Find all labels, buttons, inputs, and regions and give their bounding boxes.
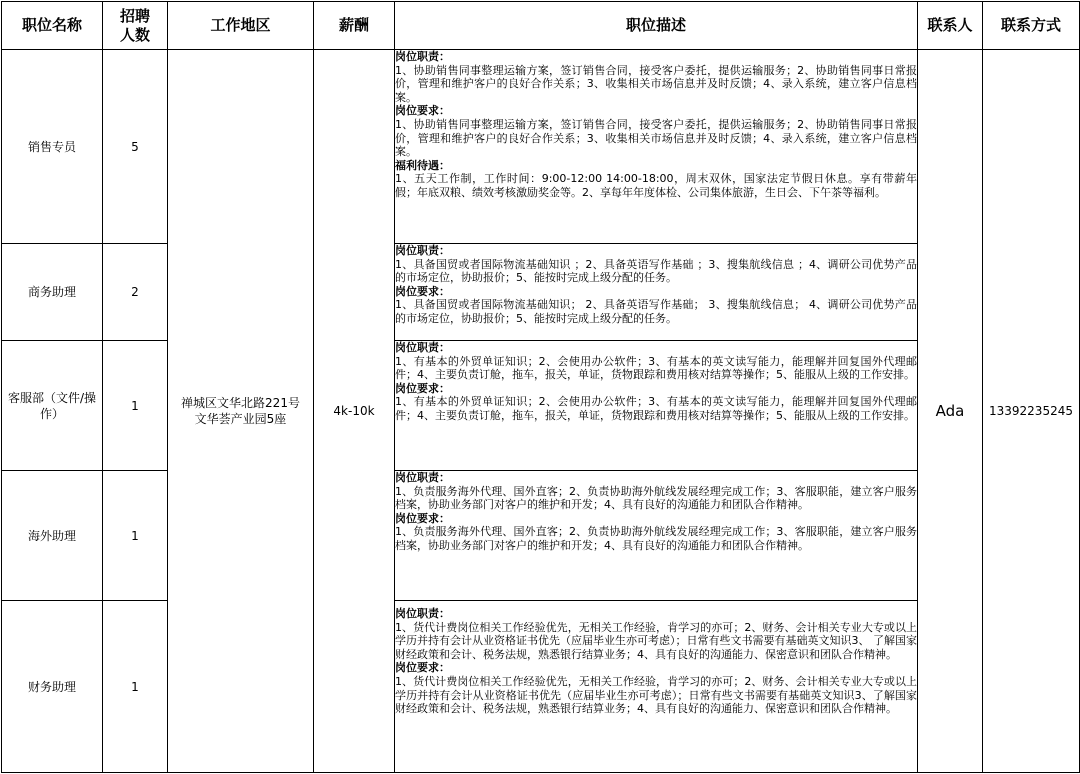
- section-label: 岗位职责：: [395, 244, 450, 257]
- section-text: 1、协助销售同事整理运输方案，签订销售合同，接受客户委托，提供运输服务；2、协助销售同事日常报价，管理和维护客户的良好合作关系；3、收集相关市场信息并及时反馈；4、录入系统，建立客户信息档案。: [395, 63, 917, 104]
- section-label: 福利待遇：: [395, 158, 450, 172]
- section-text: 1、有基本的外贸单证知识；2、会使用办公软件；3、有基本的英文读写能力，能理解并回复国外代理邮件；4、主要负责订舱，拖车，报关，单证，货物跟踪和费用核对结算等操作；5、能服从上级的工作安排。: [395, 354, 917, 382]
- job-description: [395, 50, 918, 244]
- section-text: 1、具备国贸或者国际物流基础知识； 2、具备英语写作基础； 3、搜集航线信息； 4、调研公司优势产品的市场定位，协助报价；5、能按时完成上级分配的任务。: [395, 298, 917, 325]
- contact-phone: 13392235245: [983, 50, 1080, 773]
- job-description: [395, 601, 918, 773]
- job-title: 财务助理: [2, 601, 103, 773]
- job-title: 客服部（文件/操作）: [2, 341, 103, 471]
- section-text: 1、协助销售同事整理运输方案，签订销售合同，接受客户委托，提供运输服务；2、协助销售同事日常报价，管理和维护客户的良好合作关系；3、收集相关市场信息并及时反馈；4、录入系统，建立客户信息档案。: [395, 117, 917, 159]
- section-text: 1、货代计费岗位相关工作经验优先，无相关工作经验，肯学习的亦可；2、财务、会计相关专业大专或以上学历并持有会计从业资格证书优先（应届毕业生亦可考虑）；日常有些文书需要有基础英文知识3、了解国家财经政策和会计、税务法规，熟悉银行结算业务；4、具有良好的沟通能力、保密意识和团队合作精神。: [395, 674, 917, 716]
- job-description: [395, 341, 918, 471]
- section-text: 1、负责服务海外代理、国外直客；2、负责协助海外航线发展经理完成工作；3、客服职能，建立客户服务档案，协助业务部门对客户的维护和开发；4、具有良好的沟通能力和团队合作精神。: [395, 525, 917, 552]
- job-row: [2, 50, 1080, 244]
- section-label: 岗位职责：: [395, 341, 450, 354]
- job-title: 销售专员: [2, 50, 103, 244]
- section-label: 岗位职责：: [395, 471, 450, 484]
- section-text: 1、有基本的外贸单证知识；2、会使用办公软件；3、有基本的英文读写能力，能理解并回复国外代理邮件；4、主要负责订舱，拖车，报关，单证，货物跟踪和费用核对结算等操作；5、能服从上级的工作安排。: [395, 395, 917, 422]
- job-title: 商务助理: [2, 244, 103, 341]
- job-count: 2: [103, 244, 168, 341]
- header-row: [2, 2, 1080, 50]
- job-title: 海外助理: [2, 471, 103, 601]
- job-count: 1: [103, 601, 168, 773]
- header-title: 职位名称: [2, 2, 103, 50]
- contact-person: Ada: [918, 50, 983, 773]
- section-text: 1、货代计费岗位相关工作经验优先，无相关工作经验，肯学习的亦可；2、财务、会计相关专业大专或以上学历并持有会计从业资格证书优先（应届毕业生亦可考虑）；日常有些文书需要有基础英文知识3、 了解国家财经政策和会计、税务法规，熟悉银行结算业务；4、具有良好的沟通能力、保密意识和团队合作精神。: [395, 620, 917, 661]
- section-text: 1、五天工作制，工作时间：9:00-12:00 14:00-18:00，周末双休，国家法定节假日休息。享有带薪年假；年底双粮、绩效考核激励奖金等。2、享每年年度体检、公司集体旅游，生日会、下午茶等福利。: [395, 172, 917, 199]
- section-label: 岗位要求：: [395, 661, 450, 675]
- section-label: 岗位职责：: [395, 50, 450, 63]
- header-contact: 联系人: [918, 2, 983, 50]
- salary-range: 4k-10k: [314, 50, 395, 773]
- section-text: 1、负责服务海外代理、国外直客；2、负责协助海外航线发展经理完成工作；3、客服职能，建立客户服务档案，协助业务部门对客户的维护和开发；4、具有良好的沟通能力和团队合作精神。: [395, 484, 917, 512]
- job-listing-table: [1, 1, 1080, 773]
- section-label: 岗位要求：: [395, 511, 450, 525]
- header-location: 工作地区: [168, 2, 314, 50]
- header-description: 职位描述: [395, 2, 918, 50]
- work-location: 禅城区文华北路221号文华荟产业园5座: [168, 50, 314, 773]
- job-description: [395, 244, 918, 341]
- section-label: 岗位职责：: [395, 607, 450, 620]
- job-count: 1: [103, 471, 168, 601]
- job-count: 1: [103, 341, 168, 471]
- section-text: 1、具备国贸或者国际物流基础知识 ；2、具备英语写作基础 ；3、搜集航线信息 ；4、调研公司优势产品的市场定位，协助报价；5、能按时完成上级分配的任务。: [395, 257, 917, 285]
- header-salary: 薪酬: [314, 2, 395, 50]
- section-label: 岗位要求：: [395, 381, 450, 395]
- job-description: [395, 471, 918, 601]
- header-count: 招聘人数: [103, 2, 168, 50]
- job-count: 5: [103, 50, 168, 244]
- header-phone: 联系方式: [983, 2, 1080, 50]
- section-label: 岗位要求：: [395, 104, 450, 118]
- section-label: 岗位要求：: [395, 284, 450, 298]
